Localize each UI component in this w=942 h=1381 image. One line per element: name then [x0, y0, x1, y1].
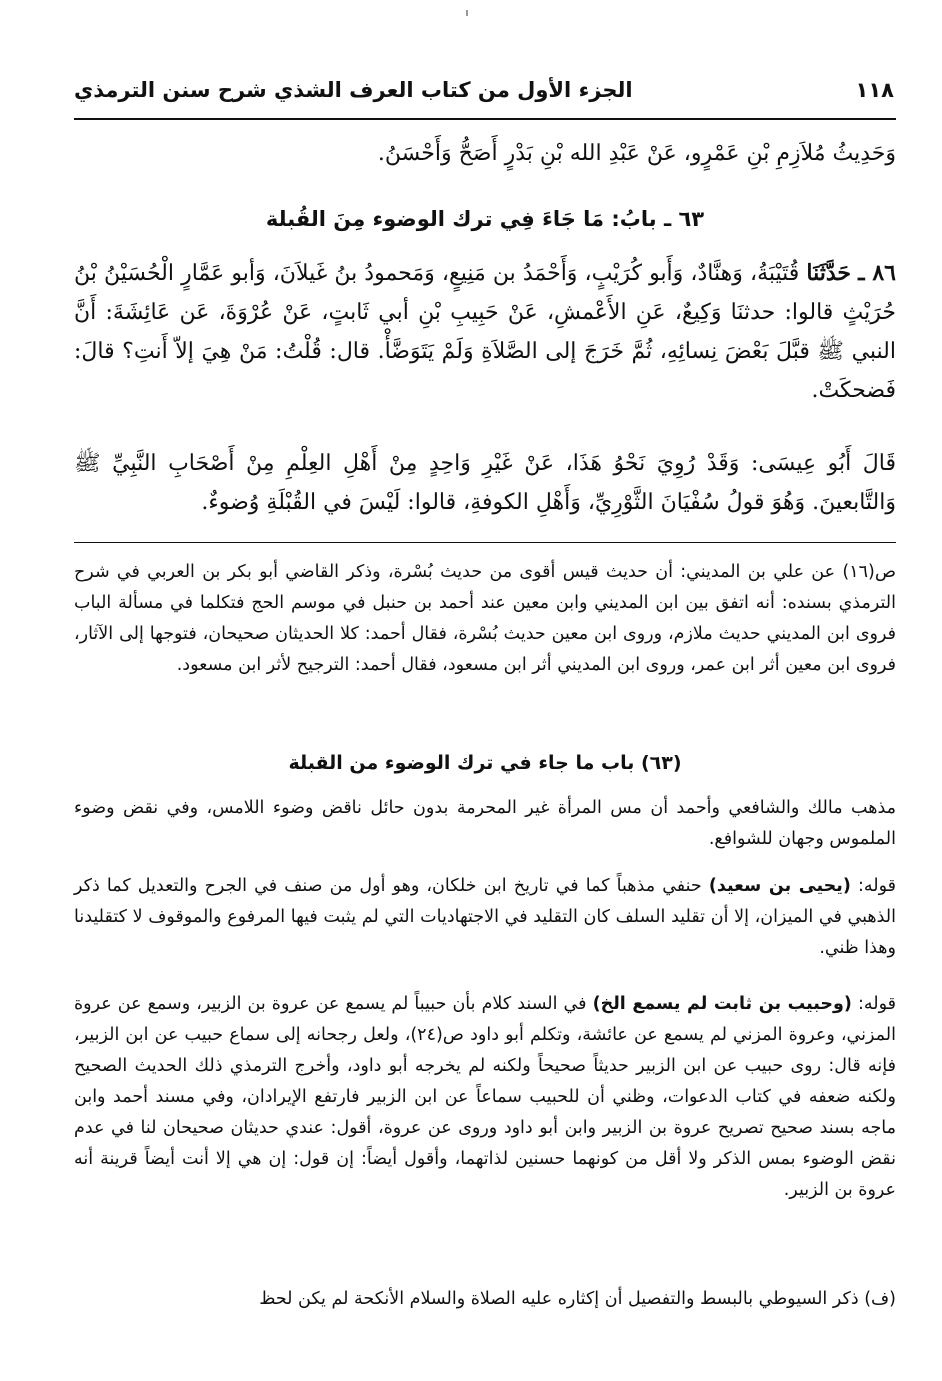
matn-intro-line: وَحَدِيثُ مُلاَزِمِ بْنِ عَمْرٍو، عَنْ عَبْدِ الله بْنِ بَدْرٍ أَصَحُّ وَأَحْسَنُ. [377, 141, 896, 166]
note-para-3-text: في السند كلام بأن حبيباً لم يسمع عن عروة بن الزبير، وسمع عن عروة المزني، وعروة المزني لم يسمع عن عائشة، وتكلم أبو داود ص(٢٤)، ولعل رجحانه إلى سماع حبيب عن ابن الزبير، فإنه قال: روى حبيب عن ابن الزبير حديثاً صحيحاً ولكنه لم يخرجه أبو داود، وأخرج الترمذي ذلك الحديث الصحيح ولكنه ضعفه في كتاب الدعوات، وظني أن للحبيب سماعاً عن ابن الزبير فارتفع الإيرادان، وفي مسند أحمد وابن ماجه بسند صحيح تصريح عروة بن الزبير وابن أبو داود وروى عن عروة، أقول: عندي حديثان صحيحان لنا في عدم نقض الوضوء بمس الذكر ولا أقل من كونهما حسنين لذاتهما، وأقول أيضاً: إن قول: إن هي إلا أنت أيضاً قرينة أنه عروة بن الزبير. [74, 994, 896, 1200]
note-para-2-prefix: قوله: [850, 876, 896, 896]
running-title: الجزء الأول من كتاب العرف الشذي شرح سنن الترمذي [74, 78, 633, 102]
note-para-3-prefix: قوله: [851, 994, 896, 1014]
chapter-heading: ٦٣ ـ بابُ: مَا جَاءَ فِي ترك الوضوء مِنَ القُبلة [265, 207, 705, 231]
note-para-2 [74, 871, 896, 964]
note-para-4: (ف) ذكر السيوطي بالبسط والتفصيل أن إكثاره عليه الصلاة والسلام الأنكحة لم يكن لحظ [259, 1289, 896, 1309]
hadith-lead: حَدَّثَنَا [806, 260, 852, 286]
header-rule [74, 118, 896, 120]
note-para-1: مذهب مالك والشافعي وأحمد أن مس المرأة غير المحرمة بدون حائل ناقض وضوء اللامس، وفي نقض وضوء الملموس وجهان للشوافع. [74, 798, 896, 849]
hadith-86 [74, 254, 896, 410]
note-para-3-bold: (وحبيب بن ثابت لم يسمع الخ) [592, 994, 852, 1014]
hadith-text: قُتَيْبَةُ، وَهنَّادٌ، وَأَبو كُرَيْبٍ، وَأَحْمَدُ بن مَنِيعٍ، وَمَحمودُ بنُ غَيلاَنَ، وَأبو عَمَّارٍ الْحُسَيْنُ بْنُ حُرَيْثٍ قالوا: حدثنَا وَكِيعٌ، عَنِ الأَعْمشِ، عَنْ حَبِيبِ بْنِ أبي ثَابتٍ، عَنْ عُرْوَةَ، عَن عَائِشَةَ: أَنَّ النبي ﷺ قبَّلَ بَعْضَ نِسائِهِ، ثُمَّ خَرَجَ إلى الصَّلاَةِ وَلَمْ يَتَوَضَّأْ. قال: قُلْتُ: مَنْ هِيَ إلاّ أَنتِ؟ قالَ: فَضحكَتْ. [74, 261, 896, 403]
footnote-rule [74, 542, 896, 543]
page-header [74, 70, 894, 110]
note-1: ص(١٦) عن علي بن المديني: أن حديث قيس أقوى من حديث بُسْرة، وذكر القاضي أبو بكر بن العربي في شرح الترمذي بسنده: أنه اتفق بين ابن المديني وابن معين عند أحمد بن حنبل في موسم الحج فتكلما في مسألة الباب فروى ابن المديني حديث ملازم، وروى ابن معين حديث بُسْرة، فقال أحمد: كلا الحديثان صحيحان، فتوجها إلى الآثار، فروى ابن معين أثر ابن عمر، وروى ابن المديني أثر ابن مسعود، فقال أحمد: الترجيح لأثر ابن مسعود. [74, 562, 896, 675]
note-para-2-bold: (يحيى بن سعيد) [708, 876, 851, 896]
notes-chapter-heading: (٦٣) باب ما جاء في ترك الوضوء من القبلة [288, 752, 682, 774]
page-number: ١١٨ [855, 78, 894, 102]
tirmidhi-commentary: قَالَ أَبُو عِيسَى: وَقَدْ رُوِيَ نَحْوُ هَذَا، عَنْ غَيْرِ وَاحِدٍ مِنْ أَهْلِ العِلْمِ مِنْ أَصْحَابِ النَّبِيِّ ﷺ وَالتَّابعينَ. وَهُوَ قولُ سُفْيَانَ الثَّوْرِيِّ، وَأَهْلِ الكوفةِ، قالوا: لَيْسَ في القُبْلَةِ وُضوءٌ. [74, 451, 896, 515]
note-para-3 [74, 989, 896, 1206]
scan-mark [466, 10, 468, 16]
note-para-2-text: حنفي مذهباً كما في تاريخ ابن خلكان، وهو أول من صنف في الجرح والتعديل كما ذكر الذهبي في الميزان، إلا أن تقليد السلف كان التقليد في الاجتهاديات التي لم يثبت فيها المرفوع والموقوف لا كتقليدنا وهذا ظني. [74, 876, 896, 958]
hadith-number: ٨٦ ـ [858, 260, 896, 286]
